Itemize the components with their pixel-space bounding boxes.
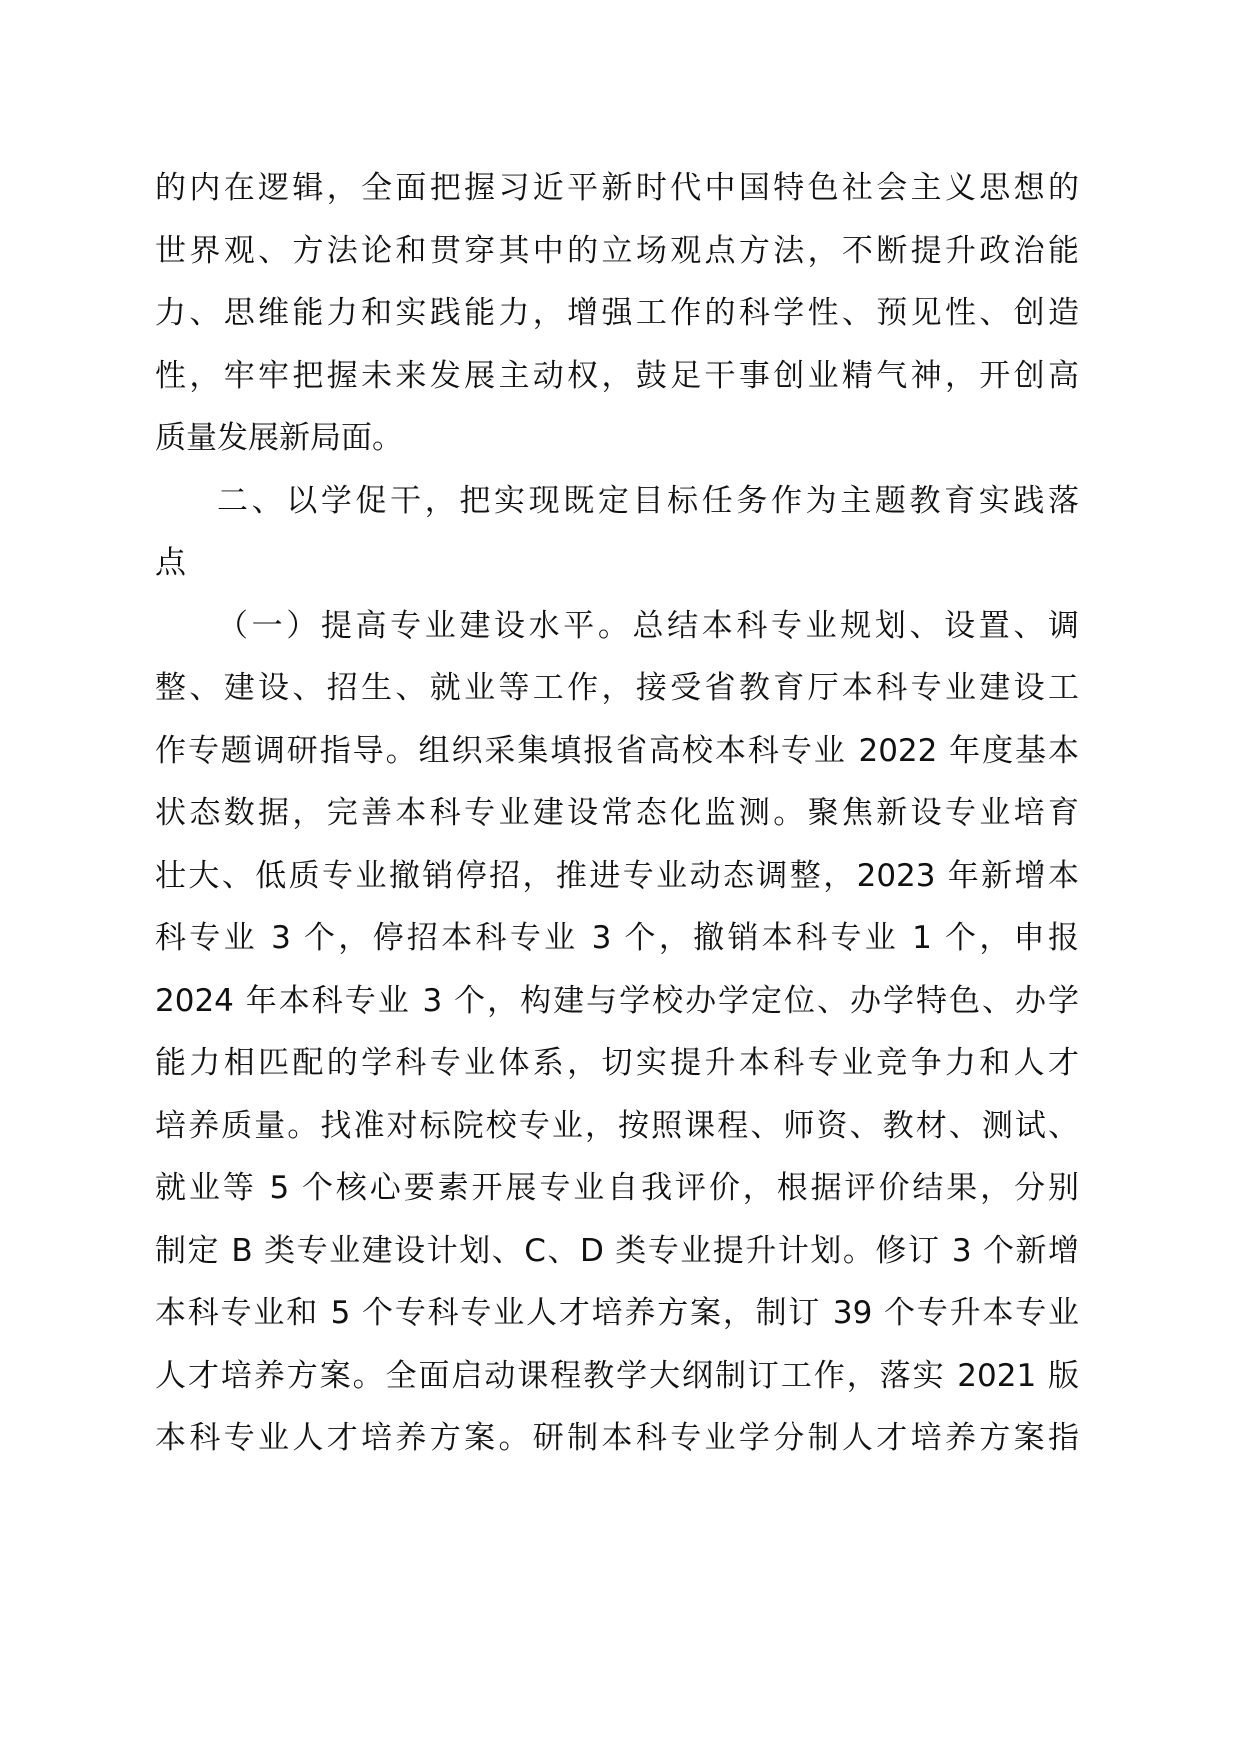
paragraph-line: 培养质量。找准对标院校专业，按照课程、师资、教材、测试、 — [155, 1108, 1079, 1144]
section-heading-line: 点 — [155, 545, 186, 581]
paragraph-line: 2024 年本科专业 3 个，构建与学校办学定位、办学特色、办学 — [155, 983, 1079, 1019]
paragraph-line: 整、建设、招生、就业等工作，接受省教育厅本科专业建设工 — [155, 670, 1079, 706]
paragraph-line: （一）提高专业建设水平。总结本科专业规划、设置、调 — [217, 608, 1079, 644]
paragraph-line: 科专业 3 个，停招本科专业 3 个，撤销本科专业 1 个，申报 — [155, 920, 1079, 956]
paragraph-line: 质量发展新局面。 — [155, 420, 403, 456]
paragraph-line: 就业等 5 个核心要素开展专业自我评价，根据评价结果，分别 — [155, 1170, 1079, 1206]
paragraph-line: 壮大、低质专业撤销停招，推进专业动态调整，2023 年新增本 — [155, 858, 1079, 894]
section-heading-line: 二、以学促干，把实现既定目标任务作为主题教育实践落 — [217, 483, 1079, 519]
paragraph-line: 人才培养方案。全面启动课程教学大纲制订工作，落实 2021 版 — [155, 1358, 1079, 1394]
paragraph-line: 制定 B 类专业建设计划、C、D 类专业提升计划。修订 3 个新增 — [155, 1233, 1079, 1269]
paragraph-line: 本科专业和 5 个专科专业人才培养方案，制订 39 个专升本专业 — [155, 1295, 1079, 1331]
paragraph-line: 的内在逻辑，全面把握习近平新时代中国特色社会主义思想的 — [155, 170, 1079, 206]
paragraph-line: 作专题调研指导。组织采集填报省高校本科专业 2022 年度基本 — [155, 733, 1079, 769]
paragraph-line: 本科专业人才培养方案。研制本科专业学分制人才培养方案指 — [155, 1420, 1079, 1456]
paragraph-line: 能力相匹配的学科专业体系，切实提升本科专业竞争力和人才 — [155, 1045, 1079, 1081]
paragraph-line: 世界观、方法论和贯穿其中的立场观点方法，不断提升政治能 — [155, 233, 1079, 269]
paragraph-line: 性，牢牢把握未来发展主动权，鼓足干事创业精气神，开创高 — [155, 358, 1079, 394]
paragraph-line: 力、思维能力和实践能力，增强工作的科学性、预见性、创造 — [155, 295, 1079, 331]
paragraph-line: 状态数据，完善本科专业建设常态化监测。聚焦新设专业培育 — [155, 795, 1079, 831]
